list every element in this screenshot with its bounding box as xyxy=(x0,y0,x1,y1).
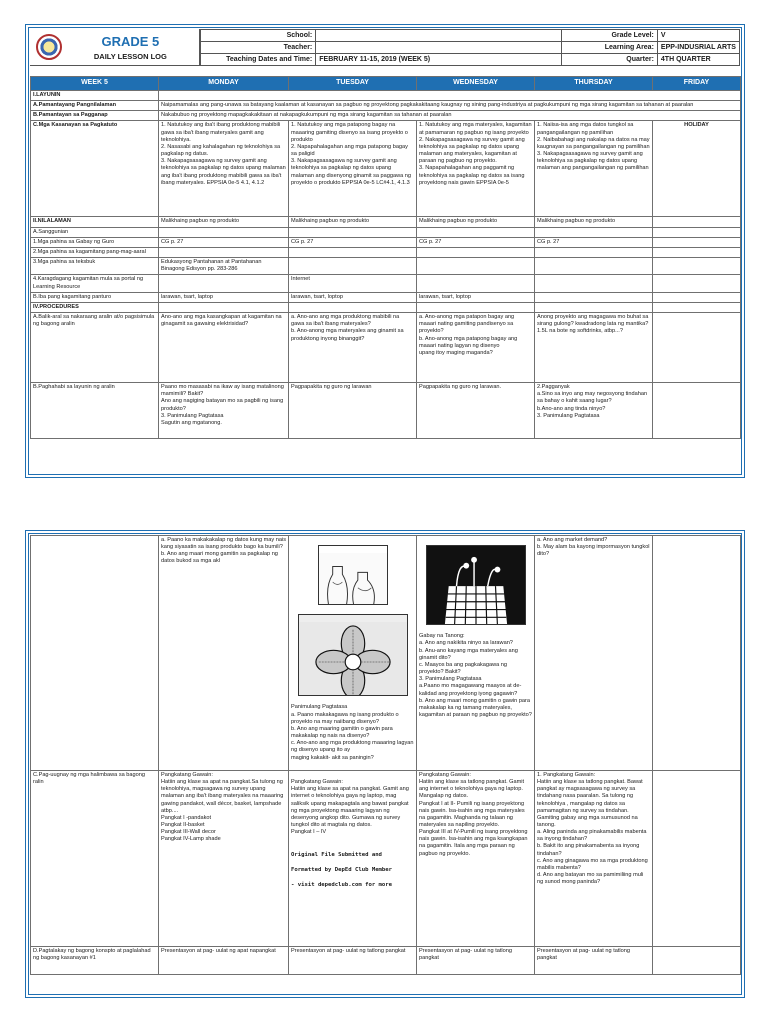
cell: 1. Naiisa-isa ang mga datos tungkol sa pangangailangan ng pamilihan 2. Naibabahagi ang nakalap na datos na may kaugnayan sa pangangailangan ng pamilihan 3. Nakapagsasagawa ng survey gamit ang teknolohiya sa pagkalap ng datos upang malaman ang pangangailangan ng pamilihan xyxy=(535,121,653,217)
row-label: A.Pamantayang Pangnilalaman xyxy=(31,101,159,111)
empty-cell xyxy=(653,536,741,771)
watermark-line: Original File Submitted and xyxy=(291,851,382,858)
grade-level-label: Grade Level: xyxy=(562,30,658,42)
table-row xyxy=(31,121,741,217)
watermark-text xyxy=(291,844,414,897)
cell: Ano-ano ang mga kasangkapan at kagamitan na ginagamit sa gawaing elektrisidad? xyxy=(159,313,289,383)
table-row xyxy=(31,227,741,237)
empty-cell xyxy=(289,247,417,257)
table-row xyxy=(31,247,741,257)
doc-type-title: DAILY LESSON LOG xyxy=(93,51,167,61)
empty-cell xyxy=(31,536,159,771)
teacher-value xyxy=(316,42,562,54)
grade-title: GRADE 5 xyxy=(101,33,160,49)
lesson-table-page-1 xyxy=(30,76,741,439)
cell: Pagpapakita ng guro ng larawan xyxy=(289,383,417,439)
cell: Presentasyon at pag- uulat ng apat napangkat xyxy=(159,946,289,974)
empty-cell xyxy=(159,227,289,237)
row-label: D.Pagtalakay ng bagong konspto at paglalahad ng bagong kasanayan #1 xyxy=(31,946,159,974)
cell: larawan, tsart, loptop xyxy=(289,292,417,302)
lesson-log-page-2 xyxy=(25,530,745,998)
cell: 1. Pangkatang Gawain: Hatiin ang klase sa tatlong pangkat. Bawat pangkat ay magsasagawa ng survey sa tindahang nasa paaralan. Sa tulong ng teknolohiya , mangalap ng datos sa pamamagitan ng survey sa tindahan. Gamiting gabay ang mga sumusunod na tanong. a. Aling paninda ang pinakamabilis mabenta sa inyong tindahan? b. Bakit ito ang pinakamabenta sa inyong tindahan? c. Ano ang ginagawa mo sa mga produktong mabilis mabenta? d. Ano ang batayan mo sa pamimiliing muli ng sunod mong paninda? xyxy=(535,770,653,946)
cell: Presentasyon at pag- uulat ng tatlong pangkat xyxy=(289,946,417,974)
cell: Anong proyekto ang magagawa mo buhat sa sirang gulong? kwadradong lata ng mantika? 1.5L na bote ng softdrinks, atbp...? xyxy=(535,313,653,383)
empty-cell xyxy=(653,313,741,383)
cell: Malikhaing pagbuo ng produkto xyxy=(417,217,535,227)
empty-cell xyxy=(159,91,741,101)
lesson-log-page-1 xyxy=(25,24,745,478)
empty-cell xyxy=(653,258,741,275)
cell: larawan, tsart, laptop xyxy=(159,292,289,302)
empty-cell xyxy=(535,258,653,275)
empty-cell xyxy=(653,217,741,227)
lesson-table-page-2 xyxy=(30,535,741,975)
empty-cell xyxy=(653,292,741,302)
tuesday-illustration-cell xyxy=(289,536,417,771)
empty-cell xyxy=(417,302,535,312)
pamantayang-text: Naipamamalas ang pang-unawa sa batayang kaalaman at kasanayan sa pagbuo ng proyektong pagkakakitaang kaugnay ng sining pang-industriya at pagkukumpuni ng mga sirang kagamitan sa tahanan at paaralan xyxy=(159,101,741,111)
cell: Pangkatang Gawain: Hatiin ang klase sa apat na pangkat.Sa tulong ng teknolohiya, magsagawa ng survey upang malaman ang iba't ibang materyales na maaaring gawing pandakot, wall décor, basket, lampshade atbp.... Pangkat I -pandakot Pangkat II-basket Pangkat III-Wall decor Pangkat IV-Lamp shade xyxy=(159,770,289,946)
empty-cell xyxy=(653,302,741,312)
tuesday-pag-uugnay-cell xyxy=(289,770,417,946)
cell: 1. Natutukoy ang iba't ibang produktong mabibili gawa sa iba't ibang materyales gamit ang teknolohiya. 2. Nasasabi ang kahalagahan ng teknolohiya sa pagkalap ng datus. 3. Nakapagsasagawa ng survey gamit ang teknolohiya sa pagkalap ng datos upang malaman ang iba't ibang produktong mabibili gawa sa iba't ibang materyales. EPPSIA 0e-5 4.1, 4.1.2 xyxy=(159,121,289,217)
cell: CG p. 27 xyxy=(159,237,289,247)
empty-cell xyxy=(159,275,289,292)
table-row xyxy=(31,536,741,771)
cell: larawan, tsart, loptop xyxy=(417,292,535,302)
row-label: 4.Karagdagang kagamitan mula sa portal ng Learning Resource xyxy=(31,275,159,292)
empty-cell xyxy=(653,227,741,237)
table-row xyxy=(31,101,741,111)
cell: Pangkatang Gawain: Hatiin ang klase sa apat na pangkat. Gamit ang internet o teknolohiya gaya ng laptop, mag saliksik upang makapagtala ang bawat pangkat ng mga proyektong maaaring lagyan ng desenyong angkop dito. Gumawa ng survey tungkol dito at magtala ng datos. Pangkat I – IV xyxy=(291,779,409,836)
empty-cell xyxy=(159,302,289,312)
cell: a. Ano-ano ang mga produktong mabibili na gawa sa iba't ibang materyales? b. Ano-anong mga materyales ang ginamit sa produktong inyong binanggit? xyxy=(289,313,417,383)
row-label: B.Pamantayan sa Pagganap xyxy=(31,111,159,121)
cell: Pagpapakita ng guro ng larawan. xyxy=(417,383,535,439)
cell: Presentasyon at pag- uulat ng tatlong pangkat xyxy=(535,946,653,974)
empty-cell xyxy=(535,302,653,312)
cell: a. Paano ka makakakalap ng datos kung may nais kang siyasatin sa isang produkto bago ka bumili? b. Ano ang maari mong gamitin sa pagkalap ng datos bukod sa mga akl xyxy=(159,536,289,771)
wednesday-illustration-cell xyxy=(417,536,535,771)
holiday-cell: HOLIDAY xyxy=(653,121,741,217)
table-row xyxy=(31,770,741,946)
deped-seal-icon xyxy=(36,34,62,60)
col-friday: FRIDAY xyxy=(653,77,741,91)
dates-value: FEBRUARY 11-15, 2019 (WEEK 5) xyxy=(316,54,562,66)
empty-cell xyxy=(289,302,417,312)
woven-basket-icon xyxy=(426,545,526,625)
section-nilalaman: II.NILALAMAN xyxy=(31,217,159,227)
cell: Malikhaing pagbuo ng produkto xyxy=(535,217,653,227)
header-info-table xyxy=(200,29,740,66)
empty-cell xyxy=(417,227,535,237)
cell: Pangkatang Gawain: Hatiin ang klase sa tatlong pangkat. Gamit ang internet o teknolohiya gaya ng laptop. Mangalap ng datos. Pangkat I at II- Pumili ng isang proyektong nais gawin. Isa-isahin ang mga materyales na gagamitin. Maghanda ng talaan ng materyales sa napiling proyekto. Pangkat III at IV-Pumili ng isang proyektong nais gawin. Isa-isahin ang mga ksangkapan na gagamitin. Itala ang mga paraan ng pagbuo ng proyekto. xyxy=(417,770,535,946)
table-row xyxy=(31,91,741,101)
watermark-line: Formatted by DepEd Club Member xyxy=(291,867,393,874)
school-label: School: xyxy=(200,30,316,42)
woven-basket-svg xyxy=(427,553,525,625)
col-monday: MONDAY xyxy=(159,77,289,91)
quarter-value: 4TH QUARTER xyxy=(657,54,739,66)
table-row xyxy=(31,313,741,383)
table-row xyxy=(31,383,741,439)
logo-block xyxy=(30,29,200,65)
learning-area-value: EPP-INDUSRIAL ARTS xyxy=(657,42,739,54)
dates-label: Teaching Dates and Time: xyxy=(200,54,316,66)
grade-level-value: V xyxy=(657,30,739,42)
cell: a. Ano-anong mga patapon bagay ang maaari nating gamiting pandisenyo sa proyekto? b. Ano-anong mga patapong bagay ang maaari nating lagyan ng disenyo upang itoy maging maganda? xyxy=(417,313,535,383)
table-row xyxy=(31,258,741,275)
empty-cell xyxy=(653,275,741,292)
cell: Panimulang Pagtatasa a. Paano makakagawa ng isang produkto o proyekto na may naiibang disenyo? b. Ano ang maaring gamitin o gawin para makakalap ng nais na disenyo? c. Ano-ano ang mga produktong maaaring lagyan ng disenyo upang ito ay maging kakakit- akit sa paningin? xyxy=(291,704,414,761)
empty-cell xyxy=(289,227,417,237)
row-label: C.Mga Kasanayan sa Pagkatuto xyxy=(31,121,159,217)
empty-cell xyxy=(653,946,741,974)
cell: 2.Pagganyak a.Sino sa inyo ang may negosyong tindahan sa bahay o kahit saang lugar? b.Ano-ano ang tinda ninyo? 3. Panimulang Pagtatasa xyxy=(535,383,653,439)
cell: Internet xyxy=(289,275,417,292)
col-tuesday: TUESDAY xyxy=(289,77,417,91)
row-label: A.Sanggunian xyxy=(31,227,159,237)
cell: 1. Natutukoy ang mga materyales, kagamitan at pamamaran ng pagbuo ng isang proyekto 2. Nakapagsasagawa ng survey gamit ang teknolohiya sa pagkalap ng datos upang malaman ang materyales, kagamitan at paraan ng pagbuo ng proyekto. 3. Napapahalagahan ang paggamit ng teknolohiya sa pagkalap ng datos sa isang proyektong nais gawin EPPSIA 0e-5 xyxy=(417,121,535,217)
empty-cell xyxy=(535,247,653,257)
empty-cell xyxy=(535,292,653,302)
row-label: 2.Mga pahina sa kagamitang pang-mag-aaral xyxy=(31,247,159,257)
learning-area-label: Learning Area: xyxy=(562,42,658,54)
empty-cell xyxy=(535,227,653,237)
table-row xyxy=(31,302,741,312)
table-row xyxy=(31,292,741,302)
row-label: C.Pag-uugnay ng mga halimbawa sa bagong ralin xyxy=(31,770,159,946)
col-wednesday: WEDNESDAY xyxy=(417,77,535,91)
pagganap-text: Nakabubuo ng proyektong mapagkakakitaan at nakapagkukumpuni ng mga sirang kagamitan sa tahanan at paaralan xyxy=(159,111,741,121)
quarter-label: Quarter: xyxy=(562,54,658,66)
empty-cell xyxy=(289,258,417,275)
flower-design-icon xyxy=(298,614,408,696)
column-header-row xyxy=(31,77,741,91)
watermark-line: - visit depedclub.com for more xyxy=(291,882,393,889)
table-row xyxy=(31,217,741,227)
table-row xyxy=(31,237,741,247)
cell: Gabay na Tanong: a. Ano ang nakikita ninyo sa larawan? b. Anu-ano kayang mga materyales ang ginamit dito? c. Maayos ba ang pagkakagawa ng proyekto? Bakit? 3. Panimulang Pagtatasa a.Paano mo magagawang maayos at de-kalidad ang proyektong iyong gagawin? b. Ano ang maari mong gamitin o gawin para makakalap ka ng tamang materyales, kagamitan at paraan ng pagbuo ng proyekto? xyxy=(419,633,532,719)
table-row xyxy=(31,111,741,121)
flower-design-svg xyxy=(299,622,407,696)
cell: Malikhaing pagbuo ng produkto xyxy=(289,217,417,227)
cell: CG p. 27 xyxy=(417,237,535,247)
empty-cell xyxy=(653,770,741,946)
cell: CG p. 27 xyxy=(289,237,417,247)
section-layunin: I.LAYUNIN xyxy=(31,91,159,101)
row-label: B.Paghahabi sa layunin ng aralin xyxy=(31,383,159,439)
cell: Edukasyong Pantahanan at Pantahanan Binagong Edisyon pp. 283-286 xyxy=(159,258,289,275)
cell: Presentasyon at pag- uulat ng tatlong pangkat xyxy=(417,946,535,974)
row-label: 3.Mga pahina sa teksbuk xyxy=(31,258,159,275)
empty-cell xyxy=(653,247,741,257)
jars-sketch-icon xyxy=(318,545,388,605)
empty-cell xyxy=(417,247,535,257)
empty-cell xyxy=(417,275,535,292)
empty-cell xyxy=(417,258,535,275)
cell: Paano mo masasabi na ikaw ay isang matalinong mamimili? Bakit? Ano ang nagiging batayan mo sa pagbili ng isang produkto? 3. Panimulang Pagtatasa Sagutin ang mgatanong. xyxy=(159,383,289,439)
cell: Malikhaing pagbuo ng produkto xyxy=(159,217,289,227)
cell: CG p. 27 xyxy=(535,237,653,247)
teacher-label: Teacher: xyxy=(200,42,316,54)
school-value xyxy=(316,30,562,42)
cell: 1. Natutukoy ang mga patapong bagay na maaaring gamiting disenyo sa isang proyekto o produkto 2. Napapahalagahan ang mga patapong bagay sa paligid 3. Nakapagsasagawa ng survey gamit ang teknolohiya sa pagkalap ng datos upang malaman ang disenyong ginamit sa paggawa ng proyekto o produkto EPPSIA 0e-5 LC#4.1, 4.1.3 xyxy=(289,121,417,217)
row-label: A.Balik-aral sa nakaraang aralin at/o pagsisimula ng bagong aralin xyxy=(31,313,159,383)
empty-cell xyxy=(535,275,653,292)
jars-sketch-svg xyxy=(319,553,387,605)
col-week: WEEK 5 xyxy=(31,77,159,91)
cell: a. Ano ang market demand? b. May alam ba kayong impormasyon tungkol dito? xyxy=(535,536,653,771)
table-row xyxy=(31,275,741,292)
document-header xyxy=(30,29,740,66)
row-label: 1.Mga pahina sa Gabay ng Guro xyxy=(31,237,159,247)
empty-cell xyxy=(653,237,741,247)
empty-cell xyxy=(159,247,289,257)
table-row xyxy=(31,946,741,974)
row-label: B.Iba pang kagamitang panturo xyxy=(31,292,159,302)
empty-cell xyxy=(653,383,741,439)
section-procedures: IV.PROCEDURES xyxy=(31,302,159,312)
col-thursday: THURSDAY xyxy=(535,77,653,91)
